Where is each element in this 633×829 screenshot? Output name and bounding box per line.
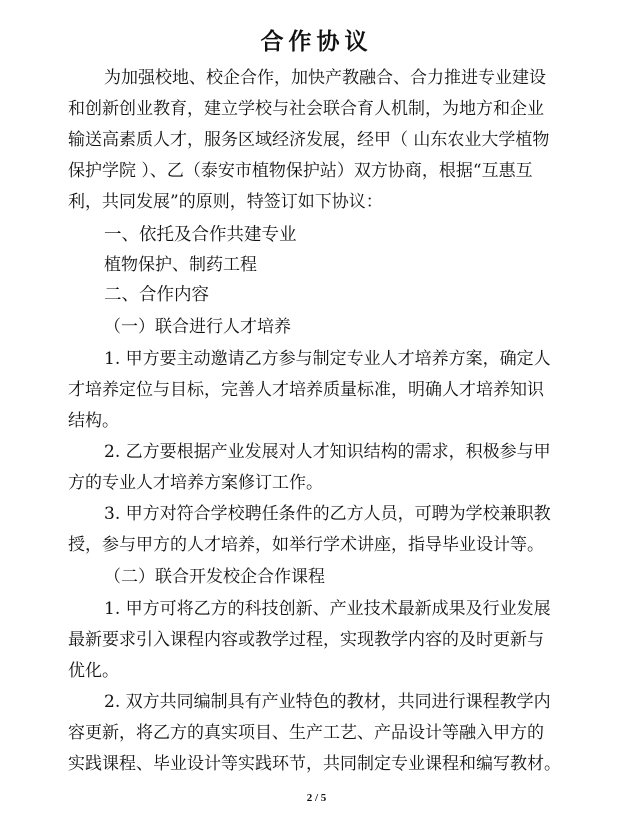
section-2-heading: 二、合作内容 <box>104 285 209 305</box>
document-title: 合作协议 <box>260 29 373 55</box>
section-1-heading: 一、依托及合作共建专业 <box>104 225 297 245</box>
sub1-item1-line-2: 才培养定位与目标，完善人才培养质量标准，明确人才培养知识 <box>68 380 544 400</box>
intro-line-1: 为加强校地、校企合作，加快产教融合、合力推进专业建设 <box>104 68 546 88</box>
section-1-text: 植物保护、制药工程 <box>104 255 257 275</box>
sub2-item1-line-2: 最新要求引入课程内容或教学过程，实现教学内容的及时更新与 <box>68 630 544 650</box>
sub1-item2-line-2: 方的专业人才培养方案修订工作。 <box>68 473 323 493</box>
subsection-1-heading: （一）联合进行人才培养 <box>104 317 291 337</box>
sub1-item3-line-2: 授，参与甲方的人才培养，如举行学术讲座，指导毕业设计等。 <box>68 535 544 555</box>
intro-line-3: 输送高素质人才，服务区域经济发展，经甲（ 山东农业大学植物 <box>68 130 550 150</box>
page-number: 2 / 5 <box>306 792 327 804</box>
sub1-item1-line-1: 1. 甲方要主动邀请乙方参与制定专业人才培养方案，确定人 <box>104 349 551 369</box>
sub2-item1-line-3: 优化。 <box>68 661 119 681</box>
sub2-item2-line-2: 容更新，将乙方的真实项目、生产工艺、产品设计等融入甲方的 <box>68 723 544 743</box>
sub2-item2-line-3: 实践课程、毕业设计等实践环节，共同制定专业课程和编写教材。 <box>68 754 561 774</box>
sub1-item3-line-1: 3. 甲方对符合学校聘任条件的乙方人员，可聘为学校兼职教 <box>104 504 551 524</box>
sub1-item2-line-1: 2. 乙方要根据产业发展对人才知识结构的需求，积极参与甲 <box>104 442 551 462</box>
intro-line-5: 利，共同发展”的原则，特签订如下协议： <box>68 192 383 212</box>
sub2-item2-line-1: 2. 双方共同编制具有产业特色的教材，共同进行课程教学内 <box>104 692 551 712</box>
subsection-2-heading: （二）联合开发校企合作课程 <box>104 567 325 587</box>
sub1-item1-line-3: 结构。 <box>68 411 119 431</box>
intro-line-2: 和创新创业教育，建立学校与社会联合育人机制，为地方和企业 <box>68 99 544 119</box>
intro-line-4: 保护学院 ）、乙（泰安市植物保护站）双方协商，根据“互惠互 <box>68 161 533 181</box>
sub2-item1-line-1: 1. 甲方可将乙方的科技创新、产业技术最新成果及行业发展 <box>104 599 551 619</box>
